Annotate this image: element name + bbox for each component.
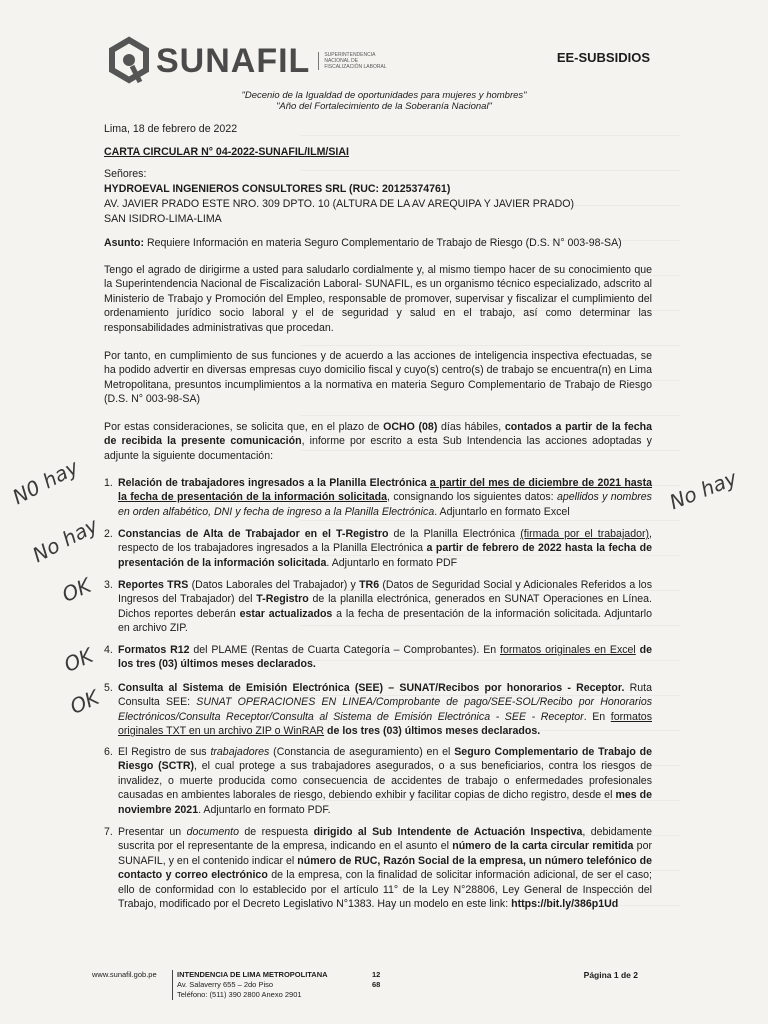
list-item: 3. Reportes TRS (Datos Laborales del Trabajador) y TR6 (Datos de Seguridad Social y Adicionales Referidos a los Ingresos del Trabajador) del T-Registro de la planilla electrónica, generados en SUNAT Operaciones en Línea. Dichos reportes deberán estar actualizados a la fecha de presentación de la información solicitada. Adjuntarlo en archivo ZIP. <box>104 579 652 635</box>
letter-date: Lima, 18 de febrero de 2022 <box>104 123 238 135</box>
asunto-text: Requiere Información en materia Seguro Complementario de Trabajo de Riesgo (D.S. N° 003-98-SA) <box>146 237 622 249</box>
paragraph-2: Por tanto, en cumplimiento de sus funciones y de acuerdo a las acciones de inteligencia inspectiva efectuadas, se ha podido advertir en diversas empresas cuyo domicilio fiscal y cuyo(s) centro(s) de trabajo se encuentra(n) en Lima Metropolitana, presuntos incumplimientos a la normativa en materia Seguro Complementario de Trabajo de Riesgo (D.S. N° 003-98-SA) <box>104 350 652 406</box>
handwritten-note: OK <box>58 573 95 607</box>
address-line-1: AV. JAVIER PRADO ESTE NRO. 309 DPTO. 10 (ALTURA DE LA AV AREQUIPA Y JAVIER PRADO) <box>104 198 575 210</box>
list-item: 5. Consulta al Sistema de Emisión Electrónica (SEE) – SUNAT/Recibos por honorarios - Receptor. Ruta Consulta SEE: SUNAT OPERACIONES EN LINEA/Comprobante de pago/SEE-SOL/Recibo por Honorarios Electrónicos/Consulta Receptor/Consulta al Sistema de Emisión Electrónica - SEE - Receptor. En formatos originales TXT en un archivo ZIP o WinRAR de los tres (03) últimos meses declarados. <box>104 682 653 738</box>
handwritten-note: OK <box>60 643 97 677</box>
footer-numbers: 12 68 <box>372 970 381 989</box>
list-item: 6. El Registro de sus trabajadores (Constancia de aseguramiento) en el Seguro Complementario de Trabajo de Riesgo (SCTR), el cual protege a sus trabajadores asegurados, o a sus beneficiarios, contra los riesgos de invalidez, o muerte producida como consecuencia de accidentes de trabajo o enfermedades profesionales causadas en ambientes laborales de riesgo, debiendo exhibir y facilitar copias de dicho registro, desde el mes de noviembre 2021. Adjuntarlo en formato PDF. <box>104 746 653 816</box>
logo-subtitle: SUPERINTENDENCIA NACIONAL DE FISCALIZACIÓN LABORAL <box>318 52 394 70</box>
letter-reference: CARTA CIRCULAR N° 04-2022-SUNAFIL/ILM/SIAI <box>104 146 349 158</box>
paragraph-3: Por estas consideraciones, se solicita que, en el plazo de OCHO (08) días hábiles, contados a partir de la fecha de recibida la presente comunicación, informe por escrito a esta Sub Intendencia las acciones adoptadas y adjunte la siguiente documentación: <box>104 421 652 462</box>
sunafil-logo <box>106 36 394 86</box>
logo-text: SUNAFIL <box>156 41 311 80</box>
list-item: 4. Formatos R12 del PLAME (Rentas de Cuarta Categoría – Comprobantes). En formatos originales en Excel de los tres (03) últimos meses declarados. <box>104 644 652 671</box>
handwritten-note: No hay <box>666 465 741 515</box>
asunto-label: Asunto: <box>104 237 145 249</box>
list-item: 7. Presentar un documento de respuesta dirigido al Sub Intendente de Actuación Inspectiva, debidamente suscrita por el representante de la empresa, indicando en el asunto el número de la carta circular remitida por SUNAFIL, y en el contenido indicar el número de RUC, Razón Social de la empresa, un número telefónico de contacto y correo electrónico de la empresa, con la finalidad de solicitar información adicional, de ser el caso; ello de conformidad con lo establecido por el artículo 11° de la Ley N°28806, Ley General de Inspección del Trabajo, modificado por el Decreto Legislativo N°1383. Hay un modelo en este link: https://bit.ly/386p1Ud <box>104 826 652 911</box>
handwritten-note: N0 hay <box>8 454 83 510</box>
decenio-line-1: "Decenio de la Igualdad de oportunidades para mujeres y hombres" <box>241 90 527 101</box>
footer-office: INTENDENCIA DE LIMA METROPOLITANA Av. Salaverry 655 – 2do Piso Teléfono: (511) 390 2800 Anexo 2901 <box>172 970 328 1000</box>
address-line-2: SAN ISIDRO-LIMA-LIMA <box>104 213 222 225</box>
footer-website[interactable]: www.sunafil.gob.pe <box>92 970 157 979</box>
sunafil-logo-icon <box>106 36 152 86</box>
asunto-line <box>104 236 652 250</box>
decenio-line-2: "Año del Fortalecimiento de la Soberanía Nacional" <box>276 101 492 112</box>
list-item: 1. Relación de trabajadores ingresados a la Planilla Electrónica a partir del mes de diciembre de 2021 hasta la fecha de presentación de la información solicitada, consignando los siguientes datos: apellidos y nombres en orden alfabético, DNI y fecha de ingreso a la Planilla Electrónica. Adjuntarlo en formato Excel <box>104 477 652 518</box>
paragraph-1: Tengo el agrado de dirigirme a usted para saludarlo cordialmente y, al mismo tiempo hacer de su conocimiento que la Superintendencia Nacional de Fiscalización Laboral- SUNAFIL, es un organismo técnico especializado, adscrito al Ministerio de Trabajo y Promoción del Empleo, responsable de promover, supervisar y fiscalizar el cumplimiento del ordenamiento jurídico socio laboral y el de seguridad y salud en el trabajo, así como determinar las responsabilidades administrativas que procedan. <box>104 264 652 334</box>
document-code: EE-SUBSIDIOS <box>556 50 650 65</box>
model-link[interactable]: https://bit.ly/386p1Ud <box>511 898 619 911</box>
handwritten-note: No hay <box>28 512 102 568</box>
list-item: 2. Constancias de Alta de Trabajador en el T-Registro de la Planilla Electrónica (firmada por el trabajador), respecto de los trabajadores ingresados a la Planilla Electrónica a partir de febrero de 2022 hasta la fecha de presentación de la información solicitada. Adjuntarlo en formato PDF <box>104 528 652 569</box>
company-name: HYDROEVAL INGENIEROS CONSULTORES SRL (RUC: 20125374761) <box>104 183 451 195</box>
salutation: Señores: <box>104 168 147 180</box>
page-number: Página 1 de 2 <box>583 970 638 980</box>
handwritten-note: OK <box>66 685 103 719</box>
